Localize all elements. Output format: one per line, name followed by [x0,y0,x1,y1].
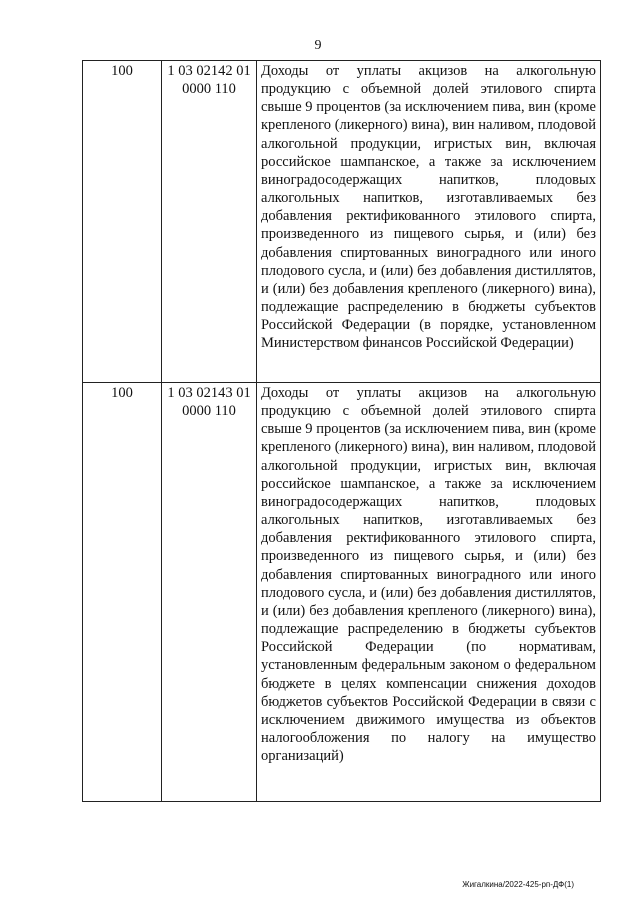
page-number: 9 [314,38,322,53]
description-cell: Доходы от уплаты акцизов на алкогольную продукцию с объемной долей этилового спирта свыше 9 процентов (за исключением пива, вин (кроме крепленого (ликерного) вина), вин наливом, плодовой алкогольной продукции, игристых вин, включая российское шампанское, а также за исключением виноградосодержащих напитков, плодовых алкогольных напитков, изготавливаемых без добавления ректификованного этилового спирта, произведенного из пищевого сырья, и (или) без добавления спиртованных виноградного или иного плодового сусла, и (или) без добавления дистиллятов, и (или) без добавления крепленого (ликерного) вина), подлежащие распределению в бюджеты субъектов Российской Федерации (в порядке, установленном Министерством финансов Российской Федерации) [257,61,601,383]
admin-code-cell: 100 [83,61,162,383]
kbk-code-cell: 1 03 02142 01 0000 110 [162,61,257,383]
table-row [83,383,601,802]
budget-revenue-table [82,60,601,802]
kbk-code-cell: 1 03 02143 01 0000 110 [162,383,257,802]
admin-code-cell: 100 [83,383,162,802]
table-row [83,61,601,383]
document-reference: Жигалкина/2022-425-рп-ДФ(1) [462,880,574,889]
description-cell: Доходы от уплаты акцизов на алкогольную продукцию с объемной долей этилового спирта свыше 9 процентов (за исключением пива, вин (кроме крепленого (ликерного) вина), вин наливом, плодовой алкогольной продукции, игристых вин, включая российское шампанское, а также за исключением виноградосодержащих напитков, плодовых алкогольных напитков, изготавливаемых без добавления ректификованного этилового спирта, произведенного из пищевого сырья, и (или) без добавления спиртованных виноградного или иного плодового сусла, и (или) без добавления дистиллятов, и (или) без добавления крепленого (ликерного) вина), подлежащие распределению в бюджеты субъектов Российской Федерации (по нормативам, установленным федеральным законом о федеральном бюджете в целях компенсации снижения доходов бюджетов субъектов Российской Федерации в связи с исключением движимого имущества из объектов налогообложения по налогу на имущество организаций) [257,383,601,802]
